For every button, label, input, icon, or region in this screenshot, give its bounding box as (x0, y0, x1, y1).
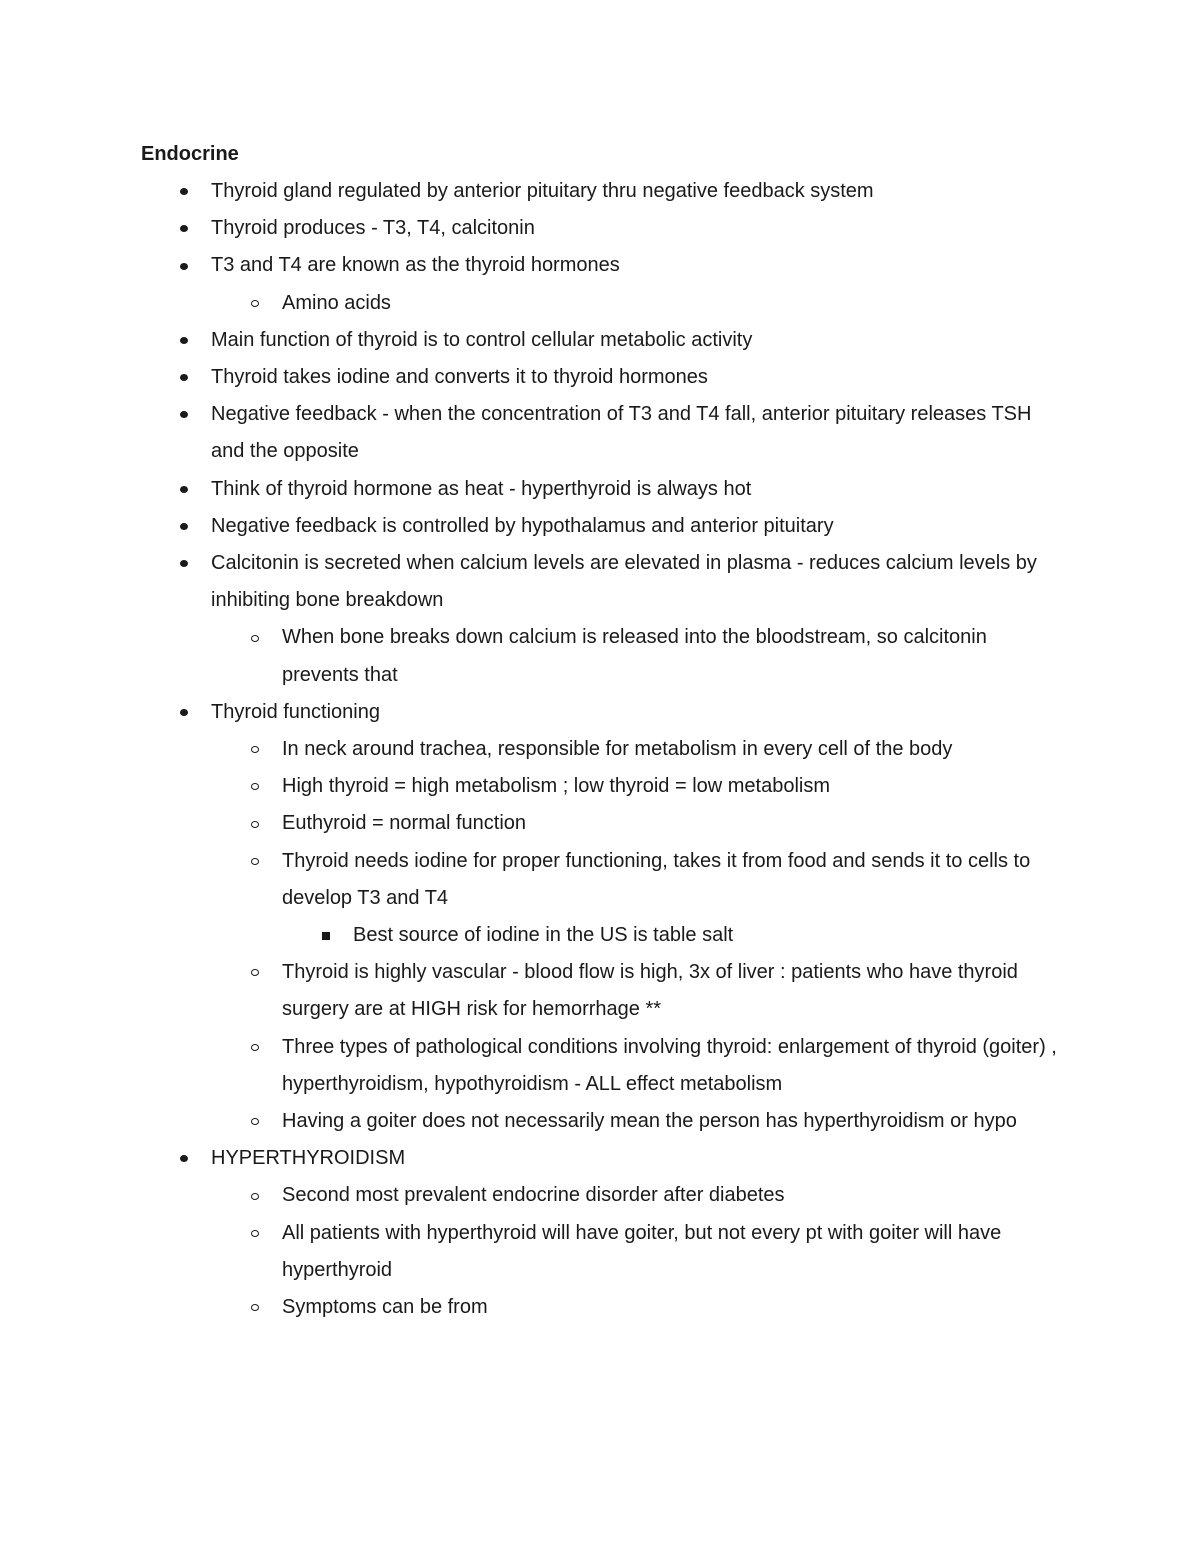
list-item-text: Thyroid gland regulated by anterior pituitary thru negative feedback system (211, 180, 874, 202)
document-title: Endocrine (141, 143, 239, 165)
list-item (0, 731, 1066, 768)
bullet-list (0, 173, 1200, 1326)
list-item (0, 285, 1066, 322)
list-item-text: HYPERTHYROIDISM (211, 1147, 406, 1170)
filled-dot-bullet-icon (176, 247, 192, 284)
hollow-circle-bullet-icon (247, 805, 263, 842)
list-item-text: Thyroid produces - T3, T4, calcitonin (211, 217, 535, 240)
filled-dot-bullet-icon (176, 694, 192, 731)
list-item-text: In neck around trachea, responsible for metabolism in every cell of the body (282, 738, 953, 761)
list-item-text: Think of thyroid hormone as heat - hyperthyroid is always hot (211, 477, 752, 500)
hollow-circle-bullet-icon (247, 1215, 263, 1252)
hollow-circle-bullet-icon (247, 954, 263, 991)
hollow-circle-bullet-icon (247, 843, 263, 880)
list-item-text: Thyroid takes iodine and converts it to thyroid hormones (211, 366, 708, 389)
list-item (0, 471, 1066, 508)
list-item-text: All patients with hyperthyroid will have goiter, but not every pt with goiter will have hyperthyroid (282, 1221, 1002, 1281)
list-item (0, 1029, 1066, 1103)
hollow-circle-bullet-icon (247, 768, 263, 805)
filled-dot-bullet-icon (176, 471, 192, 508)
list-item (0, 545, 1066, 619)
list-item-text: Having a goiter does not necessarily mean the person has hyperthyroidism or hypo (282, 1110, 1017, 1133)
list-item-text: Main function of thyroid is to control cellular metabolic activity (211, 328, 753, 351)
filled-square-bullet-icon (318, 917, 334, 954)
list-item (0, 805, 1066, 842)
list-item (0, 508, 1066, 545)
list-item-text: Euthyroid = normal function (282, 812, 527, 835)
hollow-circle-bullet-icon (247, 1177, 263, 1214)
hollow-circle-bullet-icon (247, 619, 263, 656)
list-item-text: Amino acids (282, 291, 391, 314)
filled-dot-bullet-icon (176, 359, 192, 396)
list-item (0, 359, 1066, 396)
list-item (0, 694, 1066, 731)
list-item-text: T3 and T4 are known as the thyroid hormones (211, 254, 620, 277)
list-item (0, 1177, 1066, 1214)
list-item (0, 247, 1066, 284)
list-item (0, 619, 1066, 693)
list-item-text: Second most prevalent endocrine disorder after diabetes (282, 1184, 785, 1207)
filled-dot-bullet-icon (176, 545, 192, 582)
list-item-text: Three types of pathological conditions involving thyroid: enlargement of thyroid (goiter) , hyperthyroidism, hypothyroidism - ALL effect metabolism (282, 1035, 1057, 1095)
list-item (0, 322, 1066, 359)
list-item (0, 173, 1066, 210)
hollow-circle-bullet-icon (247, 1289, 263, 1326)
list-item (0, 954, 1066, 1028)
filled-dot-bullet-icon (176, 210, 192, 247)
list-item-text: Thyroid needs iodine for proper functioning, takes it from food and sends it to cells to develop T3 and T4 (282, 849, 1031, 909)
filled-dot-bullet-icon (176, 508, 192, 545)
filled-dot-bullet-icon (176, 1140, 192, 1177)
list-item (0, 396, 1066, 470)
list-item-text: When bone breaks down calcium is released into the bloodstream, so calcitonin prevents that (282, 626, 987, 686)
list-item (0, 917, 1066, 954)
list-item (0, 1289, 1066, 1326)
filled-dot-bullet-icon (176, 322, 192, 359)
list-item-text: Thyroid functioning (211, 700, 380, 723)
list-item (0, 843, 1066, 917)
filled-dot-bullet-icon (176, 173, 192, 210)
hollow-circle-bullet-icon (247, 1103, 263, 1140)
list-item (0, 1215, 1066, 1289)
list-item (0, 1140, 1066, 1177)
list-item-text: Thyroid is highly vascular - blood flow is high, 3x of liver : patients who have thyroid surgery are at HIGH risk for hemorrhage ** (282, 961, 1018, 1021)
hollow-circle-bullet-icon (247, 285, 263, 322)
list-item-text: Negative feedback is controlled by hypothalamus and anterior pituitary (211, 514, 834, 537)
list-item-text: Negative feedback - when the concentration of T3 and T4 fall, anterior pituitary releases TSH and the opposite (211, 403, 1032, 463)
list-item-text: Calcitonin is secreted when calcium levels are elevated in plasma - reduces calcium levels by inhibiting bone breakdown (211, 552, 1037, 612)
hollow-circle-bullet-icon (247, 731, 263, 768)
list-item (0, 1103, 1066, 1140)
hollow-circle-bullet-icon (247, 1029, 263, 1066)
list-item-text: Symptoms can be from (282, 1296, 488, 1319)
list-item-text: High thyroid = high metabolism ; low thyroid = low metabolism (282, 775, 831, 798)
filled-dot-bullet-icon (176, 396, 192, 433)
list-item (0, 768, 1066, 805)
list-item-text: Best source of iodine in the US is table salt (353, 924, 734, 947)
list-item (0, 210, 1066, 247)
